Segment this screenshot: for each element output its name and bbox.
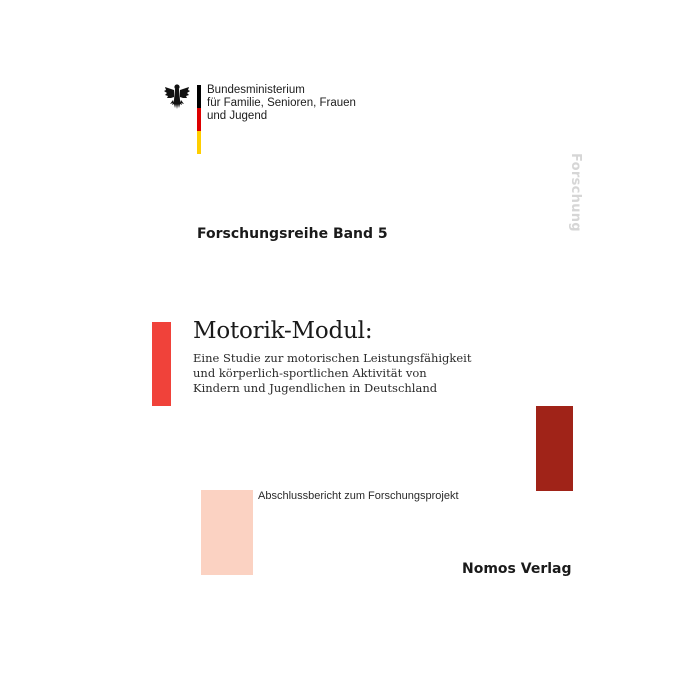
book-subtitle — [193, 351, 471, 396]
dark-red-accent-block — [536, 406, 573, 491]
flag-red-segment — [197, 108, 201, 131]
ministry-line-3: und Jugend — [207, 110, 268, 122]
book-title: Motorik-Modul: — [193, 318, 373, 344]
ministry-line-2: für Familie, Senioren, Frauen — [207, 97, 356, 109]
subtitle-line-1: Eine Studie zur motorischen Leistungsfähigkeit — [193, 351, 472, 365]
flag-black-segment — [197, 85, 201, 108]
subtitle-line-2: und körperlich-sportlichen Aktivität von — [193, 366, 427, 380]
peach-accent-block — [201, 490, 253, 575]
federal-eagle-icon — [164, 83, 190, 111]
series-title: Forschungsreihe Band 5 — [197, 226, 388, 242]
german-flag-stripe — [197, 85, 201, 154]
report-type: Abschlussbericht zum Forschungsprojekt — [258, 490, 459, 502]
red-accent-bar — [152, 322, 171, 406]
side-label — [568, 153, 584, 231]
publisher-name: Nomos Verlag — [462, 561, 572, 577]
ministry-line-1: Bundesministerium — [207, 84, 305, 96]
flag-gold-segment — [197, 131, 201, 154]
ministry-name — [207, 84, 356, 123]
subtitle-line-3: Kindern und Jugendlichen in Deutschland — [193, 381, 438, 395]
side-label-text: Forschung — [568, 153, 583, 232]
